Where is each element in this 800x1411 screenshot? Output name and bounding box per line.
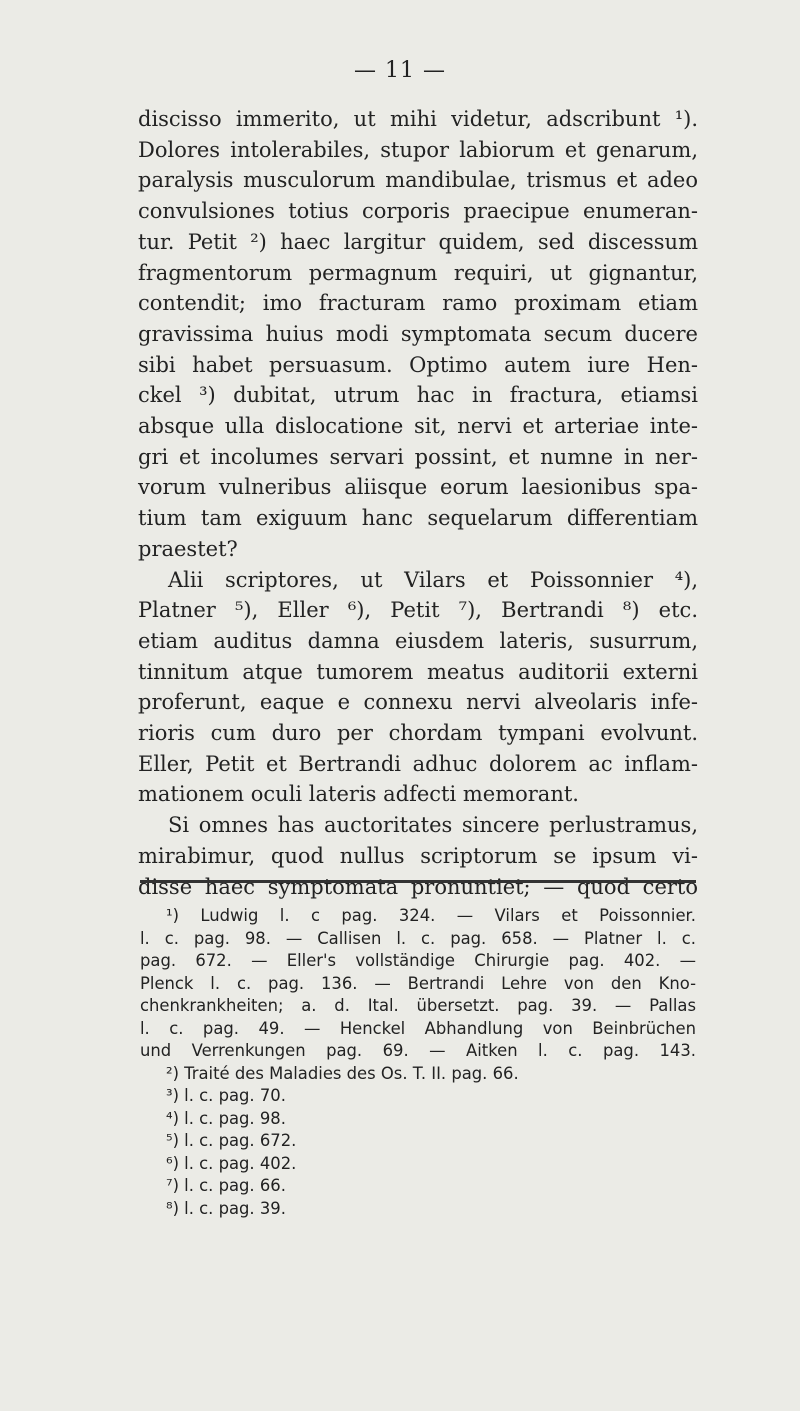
footnote-line: ⁸) l. c. pag. 39. [166,1198,286,1218]
text-line: disse haec symptomata pronuntiet; — quod certo [138,874,698,899]
text-line: proferunt, eaque e connexu nervi alveolaris infe- [138,690,698,715]
footnote-line: ⁴) l. c. pag. 98. [166,1108,286,1128]
footnote-line: pag. 672. — Eller's vollständige Chirurgie pag. 402. — [140,951,696,970]
text-line: Platner ⁵), Eller ⁶), Petit ⁷), Bertrandi ⁸) etc. [138,598,698,623]
text-line: paralysis musculorum mandibulae, trismus et adeo [138,168,698,193]
body-text [138,104,698,902]
footnote-line: ⁶) l. c. pag. 402. [166,1153,297,1173]
text-line: etiam auditus damna eiusdem lateris, susurrum, [138,628,698,653]
text-line: tium tam exiguum hanc sequelarum differentiam [138,506,698,531]
footnotes [140,905,696,1220]
text-line: praestet? [138,536,238,561]
footnote-line: ⁵) l. c. pag. 672. [166,1131,297,1150]
footnote-line: und Verrenkungen pag. 69. — Aitken l. c. pag. 143. [140,1041,696,1060]
text-line: Si omnes has auctoritates sincere perlustramus, [168,813,698,838]
text-line: vorum vulneribus aliisque eorum laesionibus spa- [138,475,698,500]
page-number: — 11 — [354,58,446,83]
text-line: tinnitum atque tumorem meatus auditorii externi [138,659,698,684]
text-line: Eller, Petit et Bertrandi adhuc dolorem ac inflam- [138,751,698,776]
footnote-line: ⁷) l. c. pag. 66. [166,1176,286,1195]
footnote-line: l. c. pag. 49. — Henckel Abhandlung von Beinbrüchen [140,1018,696,1038]
footnote-line: Plenck l. c. pag. 136. — Bertrandi Lehre von den Kno- [140,973,696,993]
text-line: gri et incolumes servari possint, et numne in ner- [138,444,698,469]
text-line: tur. Petit ²) haec largitur quidem, sed discessum [138,229,698,254]
text-line: convulsiones totius corporis praecipue enumeran- [138,199,698,224]
text-line: mationem oculi lateris adfecti memorant. [138,782,579,807]
text-line: fragmentorum permagnum requiri, ut gignantur, [138,260,698,285]
text-line: discisso immerito, ut mihi videtur, adscribunt ¹). [138,107,698,131]
text-line: mirabimur, quod nullus scriptorum se ipsum vi- [138,843,698,868]
footnote-line: l. c. pag. 98. — Callisen l. c. pag. 658. — Platner l. c. [140,928,696,948]
text-line: rioris cum duro per chordam tympani evolvunt. [138,721,698,746]
text-line: absque ulla dislocatione sit, nervi et arteriae inte- [138,414,698,439]
text-line: gravissima huius modi symptomata secum ducere [138,321,698,346]
footnote-line: ²) Traité des Maladies des Os. T. II. pag. 66. [166,1063,519,1083]
text-line: contendit; imo fracturam ramo proximam etiam [138,291,698,316]
text-line: ckel ³) dubitat, utrum hac in fractura, etiamsi [138,383,698,408]
footnote-line: ³) l. c. pag. 70. [166,1086,286,1105]
footnote-line: ¹) Ludwig l. c pag. 324. — Vilars et Poissonnier. [166,906,696,925]
text-line: Dolores intolerabiles, stupor labiorum et genarum, [138,137,698,162]
text-line: Alii scriptores, ut Vilars et Poissonnier ⁴), [168,567,698,592]
footnote-line: chenkrankheiten; a. d. Ital. übersetzt. pag. 39. — Pallas [140,996,696,1015]
footnote-divider [140,880,696,883]
text-line: sibi habet persuasum. Optimo autem iure Hen- [138,352,698,377]
